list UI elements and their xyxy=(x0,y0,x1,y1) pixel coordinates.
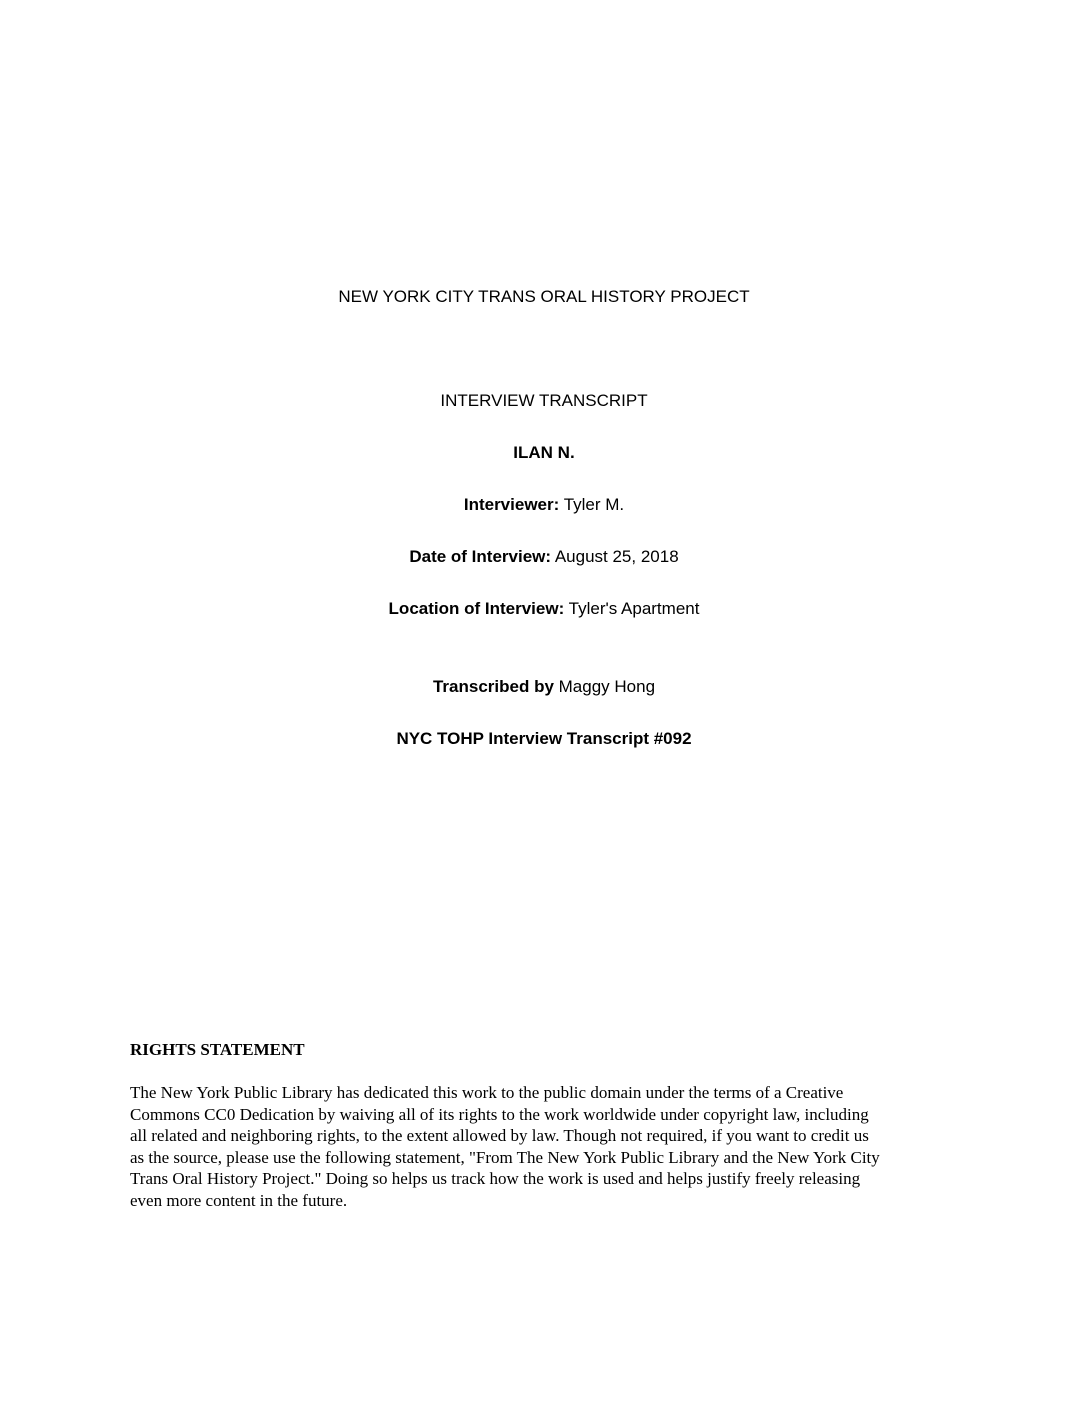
transcriber-value: Maggy Hong xyxy=(553,677,656,696)
transcript-number: NYC TOHP Interview Transcript #092 xyxy=(396,729,692,748)
interview-location-line xyxy=(0,598,1088,620)
transcriber-label: Transcribed by xyxy=(432,677,554,696)
rights-line: all related and neighboring rights, to the extent allowed by law. Though not required, if you want to credit us xyxy=(130,1126,869,1146)
interviewer-value: Tyler M. xyxy=(559,495,625,514)
rights-line: Trans Oral History Project." Doing so helps us track how the work is used and helps justify freely releasing xyxy=(130,1169,861,1189)
interview-date-value: August 25, 2018 xyxy=(551,547,679,566)
document-type: INTERVIEW TRANSCRIPT xyxy=(440,391,648,410)
rights-statement-heading: RIGHTS STATEMENT xyxy=(130,1040,305,1059)
project-title: NEW YORK CITY TRANS ORAL HISTORY PROJECT xyxy=(338,287,750,306)
interviewer-label: Interviewer: xyxy=(463,495,560,514)
rights-line: as the source, please use the following statement, "From The New York Public Library and the New York City xyxy=(130,1147,880,1167)
rights-statement-body xyxy=(130,1082,970,1212)
interview-location-value: Tyler's Apartment xyxy=(564,599,700,618)
interviewer-line xyxy=(0,494,1088,516)
interview-location-label: Location of Interview: xyxy=(388,599,565,618)
interview-date-line xyxy=(0,546,1088,568)
rights-line: even more content in the future. xyxy=(130,1190,348,1210)
transcriber-line xyxy=(0,676,1088,698)
rights-line: The New York Public Library has dedicated this work to the public domain under the terms of a Creative xyxy=(130,1083,844,1102)
interview-date-label: Date of Interview: xyxy=(409,547,552,566)
narrator-name: ILAN N. xyxy=(513,443,575,462)
rights-line: Commons CC0 Dedication by waiving all of its rights to the work worldwide under copyright law, including xyxy=(130,1104,869,1124)
